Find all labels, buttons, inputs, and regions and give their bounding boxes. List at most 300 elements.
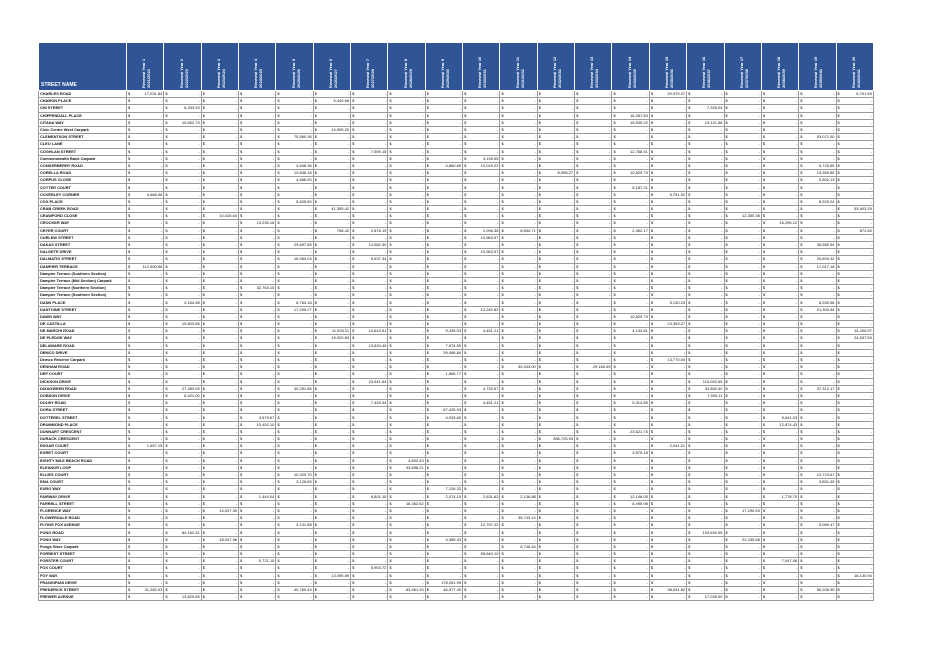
amount-cell [836,378,873,385]
amount-value: - [646,234,648,240]
amount-cell [836,479,873,486]
header-row [39,43,874,91]
amount-cell [537,479,574,486]
amount-cell [164,191,201,198]
amount-value: 16,130.94 [854,572,872,578]
year-header [351,43,388,91]
amount-cell [127,256,164,263]
currency-symbol: $ [464,198,467,204]
amount-cell [313,155,350,162]
currency-symbol: $ [501,464,504,470]
amount-value: - [422,105,424,111]
amount-value: - [534,213,536,219]
amount-cell [313,263,350,270]
currency-symbol: $ [240,392,243,398]
table-row [39,292,874,299]
currency-symbol: $ [128,206,131,212]
amount-cell [201,277,238,284]
amount-value: - [609,407,611,413]
amount-cell [500,306,537,313]
amount-value: - [198,227,200,233]
year-label: Renewal Year 10 [477,56,483,88]
amount-cell [836,594,873,601]
amount-value: - [571,285,574,291]
currency-symbol: $ [538,342,542,348]
year-header [425,43,462,91]
amount-value: - [609,335,611,341]
amount-cell [575,134,612,141]
currency-symbol: $ [501,148,504,154]
amount-cell [575,371,612,378]
amount-value: - [198,479,200,485]
currency-symbol: $ [538,400,542,406]
amount-cell [463,414,500,421]
amount-cell [127,134,164,141]
amount-value: - [347,357,350,363]
amount-value: - [571,112,574,118]
amount-value: - [273,364,275,370]
currency-symbol: $ [725,579,728,585]
amount-cell [687,400,724,407]
amount-cell [388,558,425,565]
amount-value: - [497,98,499,104]
amount-cell [276,105,313,112]
amount-cell [500,349,537,356]
amount-cell [127,198,164,205]
amount-value: - [571,522,574,528]
amount-value: - [273,342,275,348]
amount-cell [799,148,836,155]
amount-value: - [795,407,798,413]
amount-cell [612,155,649,162]
amount-value: - [459,184,462,190]
currency-symbol: $ [613,421,616,427]
amount-cell [388,493,425,500]
amount-cell [649,400,686,407]
table-row [39,227,874,234]
amount-cell [313,594,350,601]
amount-cell [388,249,425,256]
amount-value: - [422,349,424,355]
amount-value: - [198,263,200,269]
amount-cell [388,191,425,198]
currency-symbol: $ [762,407,766,413]
amount-value: - [721,414,723,420]
amount-value: - [497,486,499,492]
amount-value: - [683,313,686,319]
amount-value: - [198,256,200,262]
currency-symbol: $ [202,105,205,111]
table-row [39,191,874,198]
amount-value: - [497,299,499,305]
currency-symbol: $ [688,263,691,269]
currency-symbol: $ [576,170,579,176]
street-name-cell: CROCKER WAY [39,220,127,227]
currency-symbol: $ [426,385,429,391]
amount-cell [687,277,724,284]
amount-cell [758,277,798,284]
amount-cell [313,206,350,213]
currency-symbol: $ [389,184,392,190]
amount-cell [575,328,612,335]
amount-value: - [833,313,835,319]
amount-cell [388,198,425,205]
amount-value: - [758,543,760,549]
currency-symbol: $ [426,306,429,312]
amount-cell [758,112,798,119]
amount-value: - [497,220,499,226]
amount-cell [276,112,313,119]
amount-cell [836,551,873,558]
amount-cell [351,306,388,313]
amount-value: - [833,213,835,219]
amount-value: - [833,407,835,413]
amount-cell [164,536,201,543]
amount-cell [612,436,649,443]
currency-symbol: $ [389,543,392,549]
amount-cell [276,277,313,284]
currency-symbol: $ [389,565,392,571]
currency-symbol: $ [464,587,467,593]
currency-symbol: $ [389,342,392,348]
amount-value: - [385,134,387,140]
amount-value: - [795,536,798,542]
amount-value: - [833,127,835,133]
amount-value: - [758,105,760,111]
amount-value: - [870,371,872,377]
amount-value: - [385,385,387,391]
year-span: 2040/2041 [855,69,861,88]
currency-symbol: $ [576,134,579,140]
amount-cell [836,515,873,522]
amount-cell [724,378,761,385]
currency-symbol: $ [688,515,691,521]
amount-cell [463,457,500,464]
amount-value: - [422,565,424,571]
amount-cell [351,321,388,328]
currency-symbol: $ [165,213,168,219]
amount-value: - [161,450,163,456]
amount-cell [724,256,761,263]
amount-value: - [795,198,798,204]
amount-value: - [795,342,798,348]
currency-symbol: $ [538,507,542,513]
amount-cell [313,371,350,378]
amount-cell [500,565,537,572]
currency-symbol: $ [725,443,728,449]
amount-cell [799,177,836,184]
currency-symbol: $ [762,321,766,327]
amount-value: 19,920.83 [331,335,350,341]
currency-symbol: $ [650,335,654,341]
currency-symbol: $ [576,392,579,398]
amount-value: - [833,371,835,377]
amount-cell [313,177,350,184]
currency-symbol: $ [538,565,542,571]
amount-value: - [646,162,648,168]
amount-value: 10,629.79 [630,170,648,176]
amount-value: - [235,558,238,564]
currency-symbol: $ [837,328,840,334]
amount-cell [836,586,873,593]
amount-cell [500,428,537,435]
currency-symbol: $ [688,127,691,133]
amount-cell [388,105,425,112]
amount-value: - [235,457,238,463]
currency-symbol: $ [352,306,355,312]
currency-symbol: $ [314,306,317,312]
amount-value: 13,121.56 [704,119,723,125]
street-name-cell: DANN PLACE [39,299,127,306]
amount-value: - [571,242,574,248]
currency-symbol: $ [725,407,728,413]
currency-symbol: $ [426,299,429,305]
currency-symbol: $ [202,127,205,133]
currency-symbol: $ [650,479,654,485]
currency-symbol: $ [650,277,654,283]
amount-cell [500,148,537,155]
amount-value: - [609,349,611,355]
currency-symbol: $ [426,277,429,283]
amount-cell [500,270,537,277]
amount-cell [575,220,612,227]
currency-symbol: $ [613,594,616,600]
amount-value: 93,071.90 [816,134,835,140]
amount-value: - [273,198,275,204]
amount-value: - [497,148,499,154]
amount-value: - [534,486,536,492]
amount-value: - [758,551,760,557]
amount-value: - [385,170,387,176]
amount-cell [724,400,761,407]
amount-value: 20,979.07 [667,91,686,97]
currency-symbol: $ [352,277,355,283]
currency-symbol: $ [240,170,243,176]
amount-value: - [161,400,163,406]
amount-value: - [870,457,872,463]
currency-symbol: $ [426,213,429,219]
amount-value: - [273,155,275,161]
amount-cell [127,342,164,349]
currency-symbol: $ [650,270,654,276]
amount-cell [537,91,574,98]
currency-symbol: $ [389,242,392,248]
amount-value: - [235,472,238,478]
currency-symbol: $ [538,385,542,391]
amount-value: - [347,551,350,557]
currency-symbol: $ [837,220,840,226]
amount-cell [575,565,612,572]
currency-symbol: $ [165,184,168,190]
currency-symbol: $ [314,321,317,327]
amount-value: - [161,515,163,521]
amount-cell [164,313,201,320]
currency-symbol: $ [426,155,429,161]
amount-value: - [422,242,424,248]
amount-value: - [758,220,760,226]
currency-symbol: $ [128,543,131,549]
amount-value: - [161,572,163,578]
currency-symbol: $ [389,572,392,578]
amount-cell [537,586,574,593]
currency-symbol: $ [240,357,243,363]
amount-value: - [385,357,387,363]
currency-symbol: $ [576,414,579,420]
amount-cell [537,349,574,356]
amount-cell [351,515,388,522]
amount-value: - [721,141,723,147]
amount-cell [239,234,276,241]
currency-symbol: $ [650,134,654,140]
currency-symbol: $ [538,436,542,442]
amount-cell [276,170,313,177]
street-name-cell: CRYER COURT [39,227,127,234]
amount-value: - [422,206,424,212]
amount-cell [799,385,836,392]
currency-symbol: $ [165,162,168,168]
amount-cell [575,234,612,241]
street-name-cell: Dampier Terrace (Southern Section) [39,270,127,277]
amount-cell [687,543,724,550]
currency-symbol: $ [389,162,392,168]
currency-symbol: $ [277,472,280,478]
currency-symbol: $ [389,277,392,283]
amount-value: - [758,119,760,125]
amount-cell [724,335,761,342]
amount-value: - [833,579,835,585]
amount-value: - [833,105,835,111]
amount-value: - [198,141,200,147]
amount-value: - [273,565,275,571]
amount-value: - [683,198,686,204]
amount-cell [500,356,537,363]
amount-value: - [422,536,424,542]
currency-symbol: $ [464,464,467,470]
amount-value: - [721,177,723,183]
amount-cell [164,414,201,421]
currency-symbol: $ [800,428,803,434]
amount-cell [463,500,500,507]
amount-value: - [571,392,574,398]
amount-cell [239,543,276,550]
amount-cell [687,112,724,119]
currency-symbol: $ [165,220,168,226]
amount-cell [687,479,724,486]
amount-value: - [870,349,872,355]
amount-cell [758,421,798,428]
amount-value: - [273,522,275,528]
amount-cell [724,507,761,514]
currency-symbol: $ [837,249,840,255]
currency-symbol: $ [800,522,803,528]
amount-cell [351,443,388,450]
street-name-cell: CLEMENTSON STREET [39,134,127,141]
amount-value: - [459,551,462,557]
amount-value: - [721,206,723,212]
amount-value: - [870,421,872,427]
amount-cell [799,450,836,457]
amount-cell [276,141,313,148]
amount-value: - [273,277,275,283]
amount-value: 6,701.59 [856,91,872,97]
currency-symbol: $ [725,335,728,341]
currency-symbol: $ [688,299,691,305]
currency-symbol: $ [837,141,840,147]
amount-cell [164,558,201,565]
currency-symbol: $ [426,522,429,528]
currency-symbol: $ [725,184,728,190]
amount-value: - [758,342,760,348]
currency-symbol: $ [128,184,131,190]
currency-symbol: $ [538,119,542,125]
amount-cell [537,457,574,464]
amount-cell [276,321,313,328]
amount-value: - [833,565,835,571]
street-name-cell: DALMATIO STREET [39,256,127,263]
amount-value: - [833,378,835,384]
amount-cell [463,270,500,277]
amount-cell [612,112,649,119]
amount-cell [687,299,724,306]
currency-symbol: $ [538,357,542,363]
currency-symbol: $ [725,385,728,391]
amount-cell [575,594,612,601]
currency-symbol: $ [277,155,280,161]
amount-value: - [609,191,611,197]
amount-cell [612,407,649,414]
amount-value: - [571,227,574,233]
amount-cell [537,227,574,234]
currency-symbol: $ [202,277,205,283]
amount-cell [836,162,873,169]
currency-symbol: $ [426,127,429,133]
currency-symbol: $ [613,364,616,370]
amount-cell [164,155,201,162]
amount-cell [575,270,612,277]
amount-value: - [571,220,574,226]
currency-symbol: $ [277,385,280,391]
currency-symbol: $ [165,263,168,269]
currency-symbol: $ [762,436,766,442]
amount-cell [463,112,500,119]
amount-cell [687,586,724,593]
amount-cell [758,543,798,550]
year-header [463,43,500,91]
amount-value: - [422,392,424,398]
currency-symbol: $ [800,227,803,233]
currency-symbol: $ [538,450,542,456]
amount-value: - [609,213,611,219]
amount-cell [276,558,313,565]
amount-cell [201,234,238,241]
currency-symbol: $ [165,191,168,197]
currency-symbol: $ [501,249,504,255]
currency-symbol: $ [650,292,654,298]
currency-symbol: $ [688,371,691,377]
amount-value: - [609,342,611,348]
currency-symbol: $ [800,594,803,600]
amount-cell [351,112,388,119]
amount-value: - [497,558,499,564]
currency-symbol: $ [837,256,840,262]
currency-symbol: $ [837,400,840,406]
amount-value: - [310,594,312,600]
amount-cell [836,407,873,414]
amount-value: - [758,198,760,204]
amount-cell [276,98,313,105]
currency-symbol: $ [650,371,654,377]
amount-value: - [273,206,275,212]
